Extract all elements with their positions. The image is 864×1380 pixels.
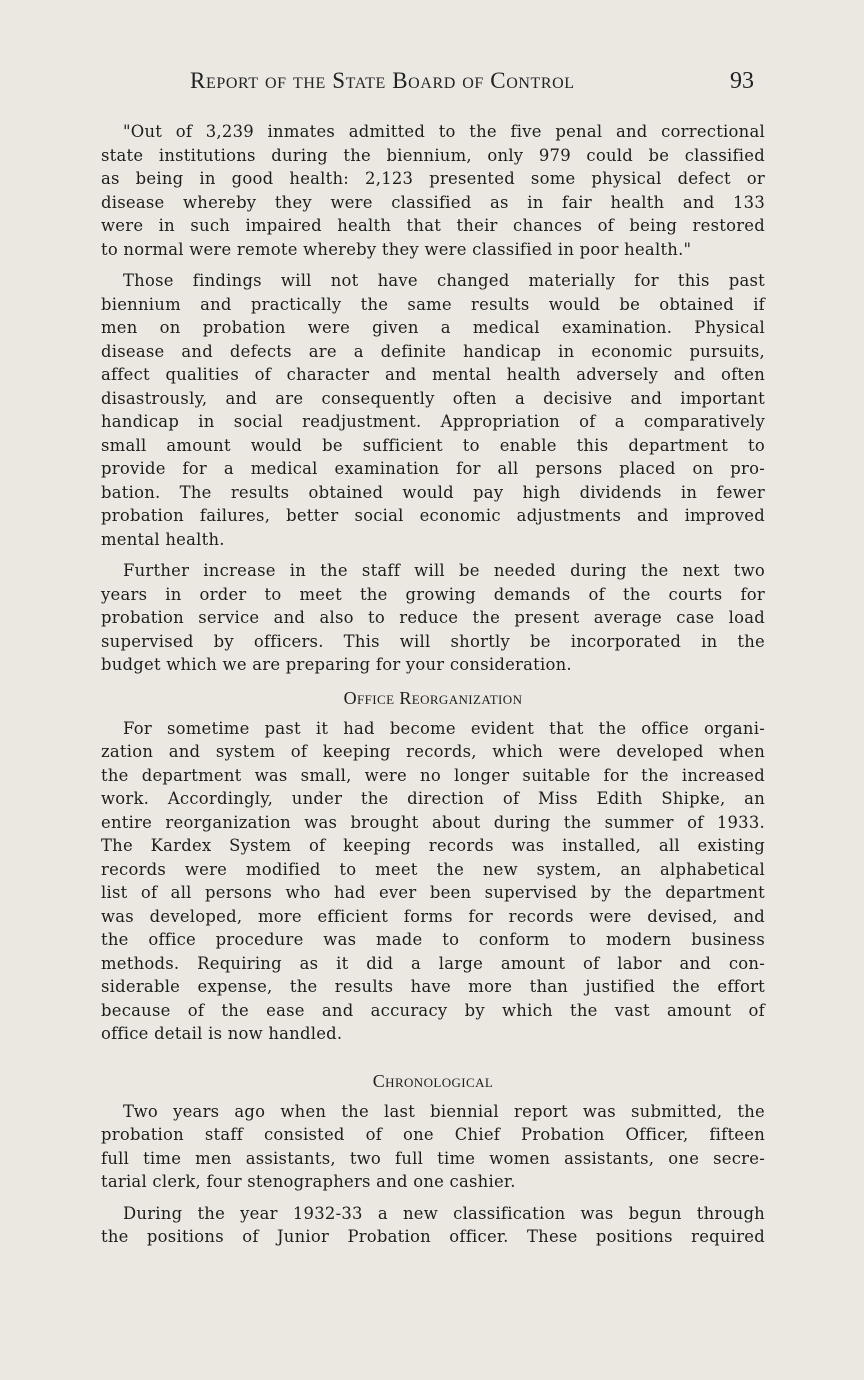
text-line: disease and defects are a definite handicap in economic pursuits, <box>101 341 765 361</box>
heading-chronological: Chronological <box>372 1070 494 1091</box>
text-line: years in order to meet the growing demands of the courts for <box>101 584 765 604</box>
text-line: siderable expense, the results have more than justified the effort <box>101 977 765 996</box>
text-line: list of all persons who had ever been supervised by the department <box>101 883 765 902</box>
text-line: small amount would be sufficient to enable this department to <box>101 435 765 455</box>
text-line: the department was small, were no longer suitable for the increased <box>101 765 765 785</box>
text-line: disease whereby they were classified as in fair health and 133 <box>101 192 765 212</box>
text-line: "Out of 3,239 inmates admitted to the five penal and correctional <box>123 122 765 141</box>
paragraph <box>101 120 765 261</box>
body-text <box>101 120 765 1257</box>
text-line: office detail is now handled. <box>101 1024 343 1043</box>
section-chronological <box>101 1100 765 1249</box>
text-line: tarial clerk, four stenographers and one cashier. <box>101 1172 516 1191</box>
running-title: Report of the State Board of Control <box>190 68 575 93</box>
text-line: was developed, more efficient forms for records were devised, and <box>101 906 765 926</box>
text-line: zation and system of keeping records, which were developed when <box>101 742 765 761</box>
paragraph <box>101 559 765 677</box>
text-line: supervised by officers. This will shortly be incorporated in the <box>101 631 765 651</box>
text-line: During the year 1932-33 a new classification was begun through <box>123 1203 765 1223</box>
text-line: the office procedure was made to conform to modern business <box>101 930 765 949</box>
text-line: the positions of Junior Probation officer. These positions required <box>101 1227 765 1246</box>
text-line: probation failures, better social economic adjustments and improved <box>101 506 765 525</box>
paragraph <box>101 269 765 551</box>
text-line: The Kardex System of keeping records was installed, all existing <box>101 836 765 855</box>
text-line: handicap in social readjustment. Appropriation of a comparatively <box>101 412 765 431</box>
text-line: biennium and practically the same results would be obtained if <box>101 294 765 314</box>
text-line: entire reorganization was brought about during the summer of 1933. <box>101 812 765 832</box>
text-line: methods. Requiring as it did a large amount of labor and con- <box>101 953 765 973</box>
text-line: Two years ago when the last biennial report was submitted, the <box>123 1101 765 1121</box>
text-line: work. Accordingly, under the direction of Miss Edith Shipke, an <box>101 789 765 808</box>
text-line: probation staff consisted of one Chief Probation Officer, fifteen <box>101 1125 765 1144</box>
text-line: mental health. <box>101 529 225 549</box>
text-line: affect qualities of character and mental health adversely and often <box>101 365 765 384</box>
text-line: full time men assistants, two full time women assistants, one secre- <box>101 1148 765 1168</box>
text-line: men on probation were given a medical examination. Physical <box>101 318 765 337</box>
paragraph <box>101 717 765 1046</box>
paragraph <box>101 1202 765 1249</box>
text-line: as being in good health: 2,123 presented some physical defect or <box>101 169 765 188</box>
text-line: to normal were remote whereby they were classified in poor health." <box>101 239 692 259</box>
section-office-reorganization <box>101 717 765 1046</box>
text-line: Further increase in the staff will be needed during the next two <box>123 561 765 580</box>
text-line: records were modified to meet the new system, an alphabetical <box>101 859 765 879</box>
text-line: disastrously, and are consequently often a decisive and important <box>101 388 765 408</box>
page-number: 93 <box>730 68 754 94</box>
heading-office-reorganization: Office Reorganization <box>343 687 523 708</box>
text-line: were in such impaired health that their chances of being restored <box>101 216 765 235</box>
section-health-findings <box>101 120 765 677</box>
text-line: probation service and also to reduce the present average case load <box>101 608 765 627</box>
text-line: because of the ease and accuracy by which the vast amount of <box>101 1000 765 1020</box>
paragraph <box>101 1100 765 1194</box>
text-line: Those findings will not have changed materially for this past <box>123 271 765 290</box>
text-line: state institutions during the biennium, only 979 could be classified <box>101 145 765 165</box>
text-line: For sometime past it had become evident that the office organi- <box>123 718 765 738</box>
text-line: bation. The results obtained would pay high dividends in fewer <box>101 482 765 502</box>
text-line: provide for a medical examination for all persons placed on pro- <box>101 459 765 478</box>
text-line: budget which we are preparing for your consideration. <box>101 655 572 674</box>
